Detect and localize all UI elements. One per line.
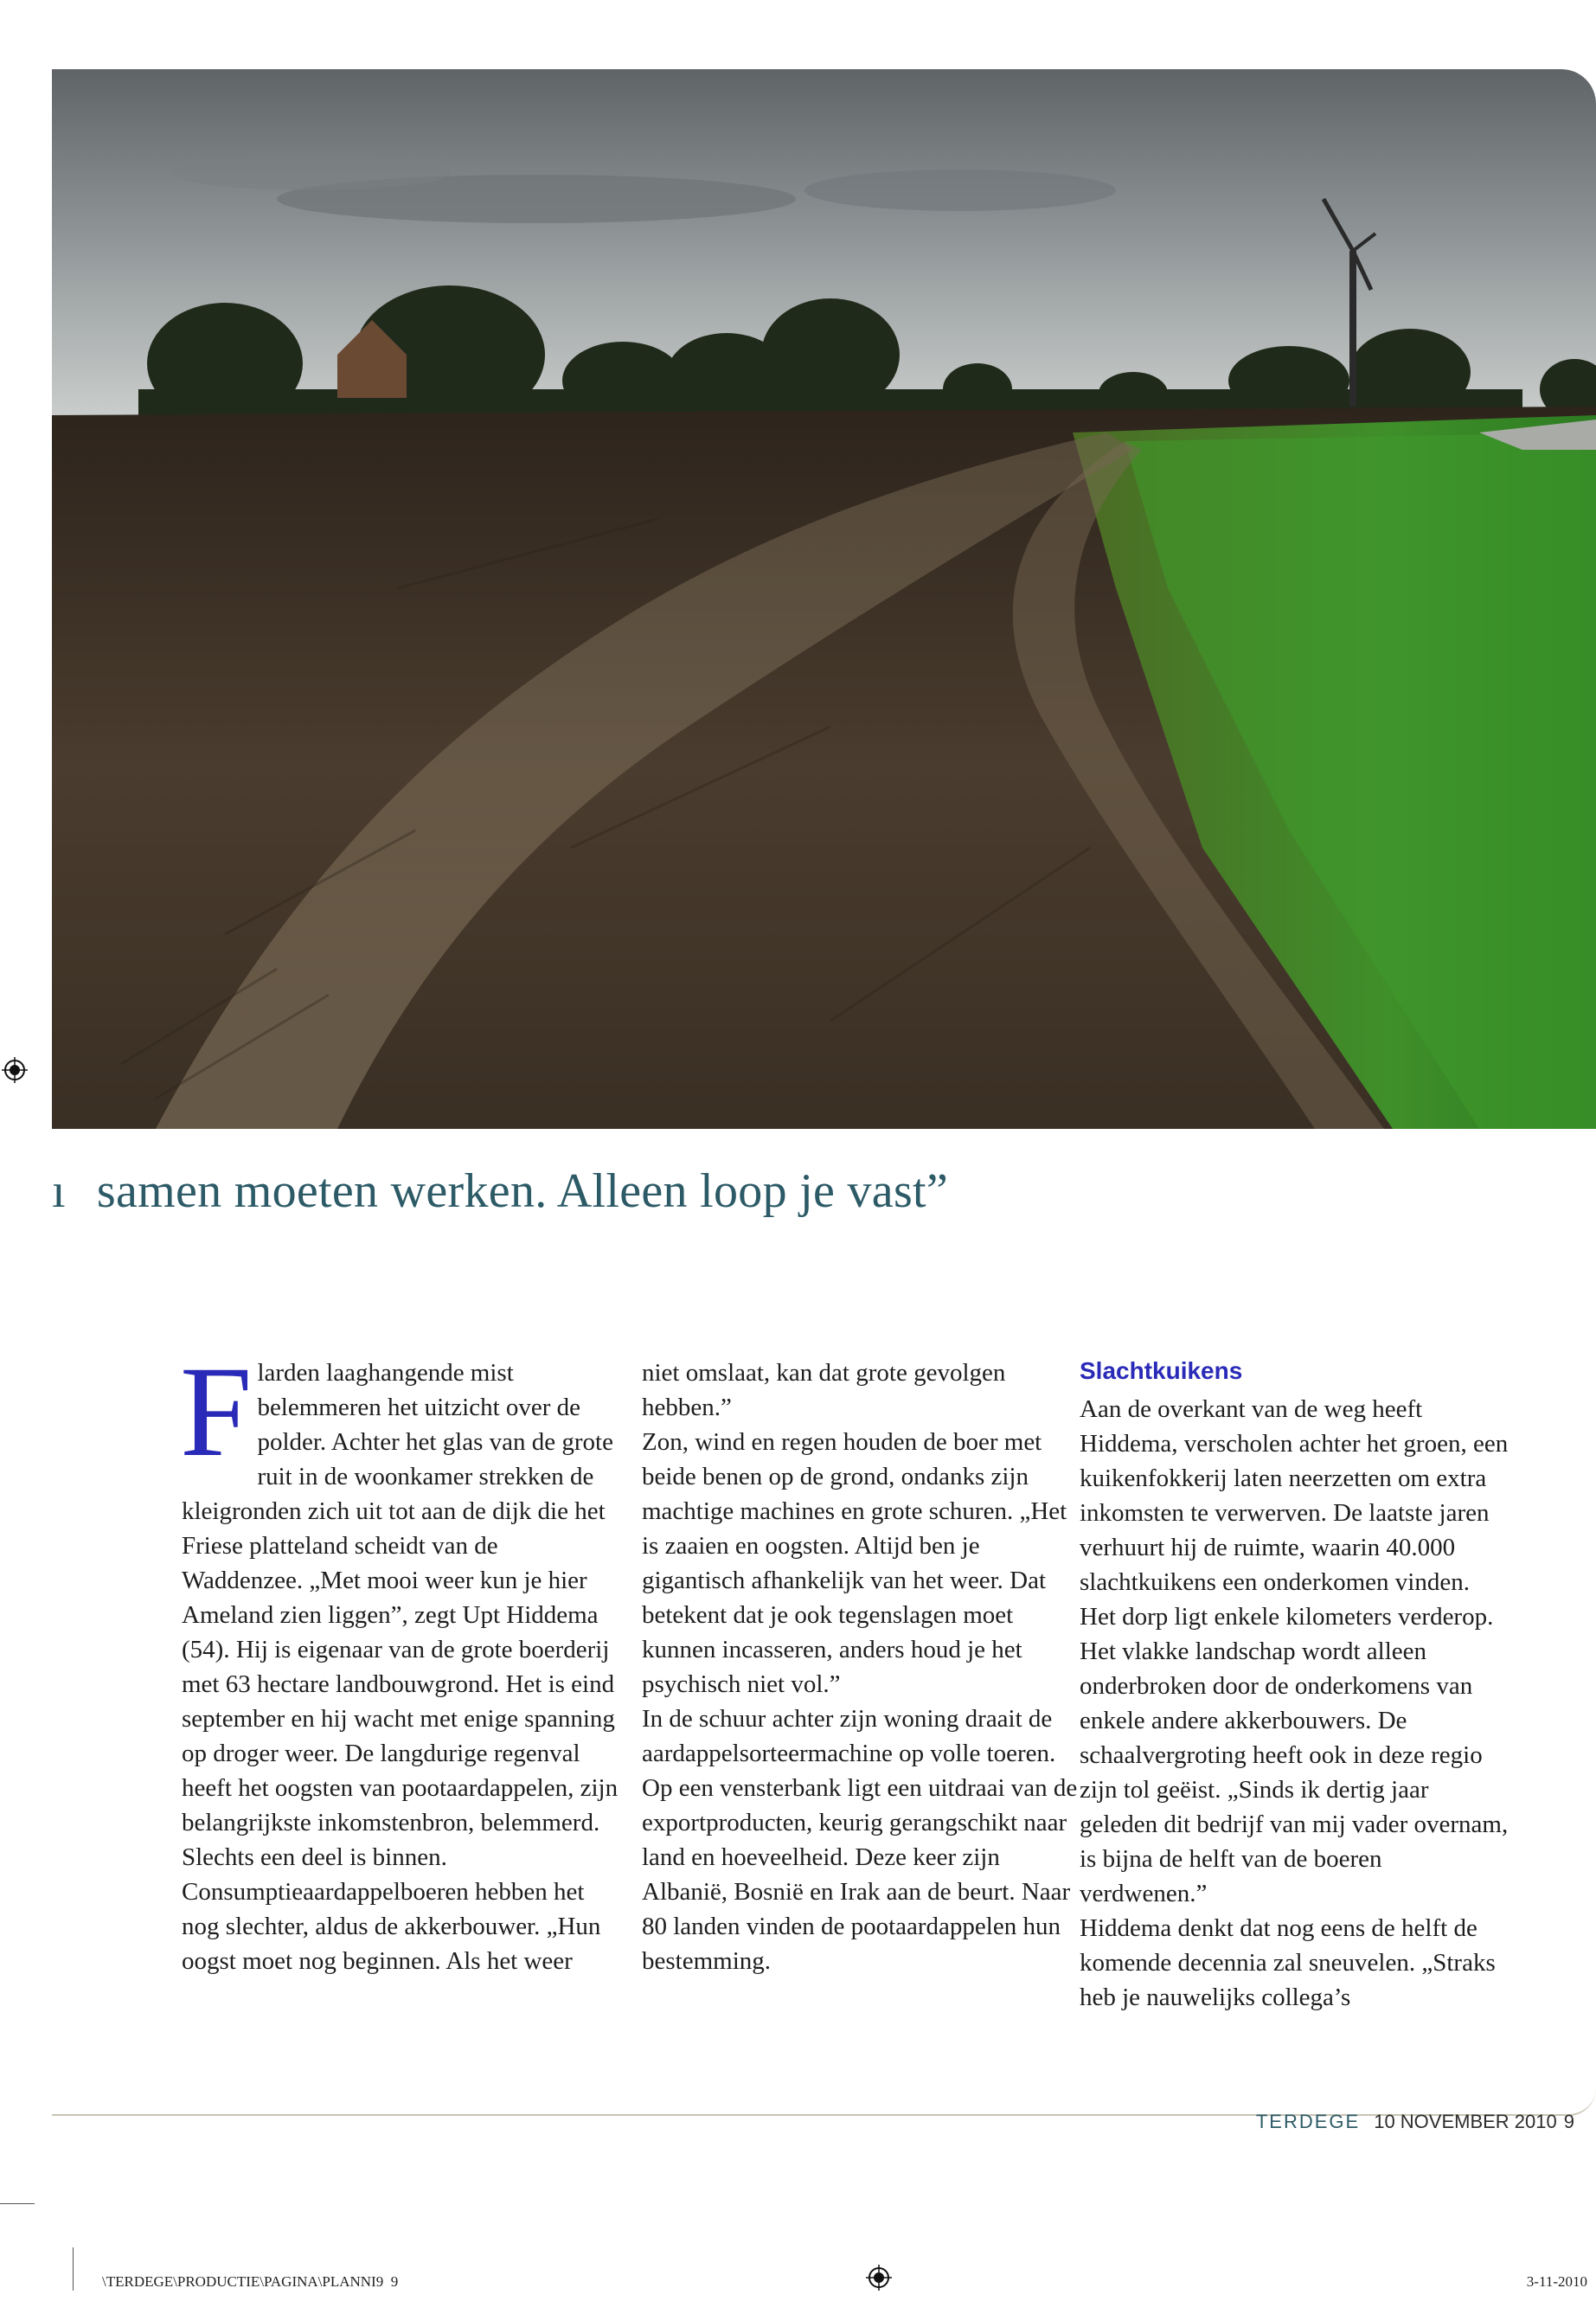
article-paragraph: Aan de overkant van de weg heeft Hiddema, verscholen achter het groen, een kuikenfokkerij laten neerzetten om extra inkomsten te verwerven. De laatste jaren verhuurt hij de ruimte, waarin 40.000 slachtkuikens een onderkomen vinden. Het dorp ligt enkele kilometers verderop. Het vlakke landschap wordt alleen onderbroken door de onderkomens van enkele andere akkerbouwers. De schaalvergroting heeft ook in deze regio zijn tol geëist. „Sinds ik dertig jaar geleden dit bedrijf van mij vader overnam, is bijna de helft van de boeren verdwenen.”	[1080, 1395, 1509, 1907]
pull-quote-fragment: ı	[52, 1164, 66, 1218]
article-paragraph: niet omslaat, kan dat grote gevolgen hebben.”	[642, 1359, 1006, 1421]
slug-path	[102, 2273, 398, 2291]
article-column-1	[180, 1340, 623, 1978]
article-paragraph: larden laaghangende mist belemmeren het uitzicht over de polder. Achter het glas van de grote ruit in de woonkamer strekken de kleigronden zich uit tot aan de dijk die het Friese platteland scheidt van de Waddenzee. „Met mooi weer kun je hier Ameland zien liggen”, zegt Upt Hiddema (54). Hij is eigenaar van de grote boerderij met 63 hectare landbouwgrond. Het is eind september en hij wacht met enige spanning op droger weer. De langdurige regenval heeft het oogsten van pootaardappelen, zijn belangrijkste inkomstenbron, belemmerd. Slechts een deel is binnen. Consumptieaardappelboeren hebben het nog slechter, aldus de akkerbouwer. „Hun oogst moet nog beginnen. Als het weer	[182, 1359, 619, 1975]
crop-mark	[0, 2203, 35, 2204]
article-paragraph: Hiddema denkt dat nog eens de helft de komende decennia zal sneuvelen. „Straks heb je nauwelijks collega’s	[1080, 1914, 1496, 2011]
registration-mark-icon	[866, 2265, 892, 2291]
article-paragraph: In de schuur achter zijn woning draait de aardappelsorteermachine op volle toeren. Op een vensterbank ligt een uitdraai van de exportproducten, keurig gerangschikt naar land en hoeveelheid. Deze keer zijn Albanië, Bosnië en Irak aan de beurt. Naar 80 landen vinden de pootaardappelen hun bestemming.	[642, 1705, 1078, 1975]
pull-quote	[52, 1163, 1596, 1219]
article-column-3	[1080, 1356, 1512, 2015]
page-number: 9	[1563, 2111, 1574, 2132]
crop-mark	[73, 2247, 74, 2291]
slug-date: 3-11-2010	[1526, 2273, 1587, 2290]
field-photo	[52, 69, 1596, 1129]
magazine-name: TERDEGE	[1255, 2111, 1361, 2132]
issue-date: 10 NOVEMBER 2010	[1374, 2111, 1557, 2132]
field-photo-icon	[52, 69, 1596, 1129]
subheading: Slachtkuikens	[1080, 1357, 1243, 1384]
article-paragraph: Zon, wind en regen houden de boer met beide benen op de grond, ondanks zijn machtige machines en grote schuren. „Het is zaaien en oogsten. Altijd ben je gigantisch afhankelijk van het weer. Dat betekent dat je ook tegenslagen moet kunnen incasseren, anders houd je het psychisch niet vol.”	[642, 1428, 1067, 1698]
slug-page: 9	[390, 2273, 399, 2290]
pull-quote-text: samen moeten werken. Alleen loop je vast”	[96, 1164, 949, 1218]
slug-path-text: \TERDEGE\PRODUCTIE\PAGINA\PLANNI9	[102, 2273, 384, 2290]
article-column-2	[642, 1356, 1083, 1978]
page-footer	[1256, 2111, 1574, 2133]
registration-mark-icon	[2, 1057, 28, 1083]
drop-cap: F	[180, 1340, 253, 1484]
